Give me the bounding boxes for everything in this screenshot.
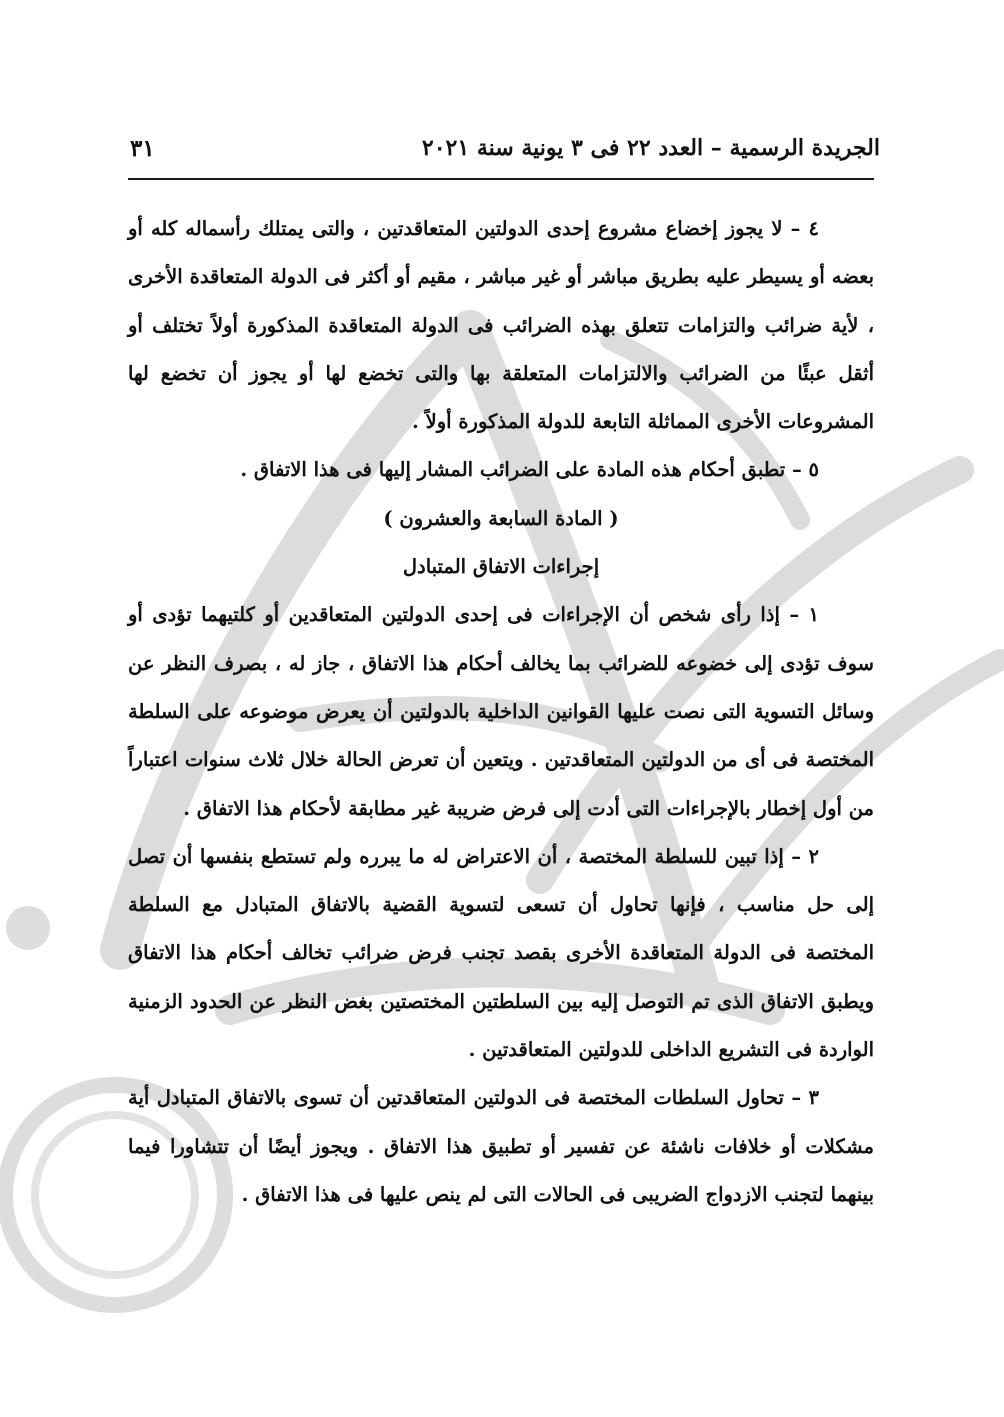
- clause-5: ٥ – تطبق أحكام هذه المادة على الضرائب المشار إليها فى هذا الاتفاق .: [240, 458, 819, 482]
- clause-1: ١ – إذا رأى شخص أن الإجراءات فى إحدى الدولتين المتعاقدين أو كلتيهما تؤدى أو سوف تؤدى إلى خضوعه للضرائب بما يخالف أحكام هذا الاتفاق ، جاز له ، بصرف النظر عن وسائل التسوية التى نصت عليها القوانين الداخلية بالدولتين أن يعرض موضوعه على السلطة المختصة فى أى من الدولتين المتعاقدتين . ويتعين أن تعرض الحالة خلال ثلاث سنوات اعتباراً من أول إخطار بالإجراءات التى أدت إلى فرض ضريبة غير مطابقة لأحكام هذا الاتفاق .: [128, 603, 874, 820]
- page-header: [130, 128, 880, 168]
- article-title: إجراءات الاتفاق المتبادل: [402, 555, 600, 579]
- clause-2: ٢ – إذا تبين للسلطة المختصة ، أن الاعتراض له ما يبرره ولم تستطع بنفسها أن تصل إلى حل مناسب ، فإنها تحاول أن تسعى لتسوية القضية بالاتفاق المتبادل مع السلطة المختصة فى الدولة المتعاقدة الأخرى بقصد تجنب فرض ضرائب تخالف أحكام هذا الاتفاق ويطبق الاتفاق الذى تم التوصل إليه بين السلطتين المختصتين بغض النظر عن الحدود الزمنية الواردة فى التشريع الداخلى للدولتين المتعاقدتين .: [128, 844, 874, 1062]
- article-heading: ( المادة السابعة والعشرون ): [383, 506, 619, 530]
- gazette-title: الجريدة الرسمية – العدد ٢٢ فى ٣ يونية سنة ٢٠٢١: [421, 135, 880, 161]
- clause-3: ٣ – تحاول السلطات المختصة فى الدولتين المتعاقدتين أن تسوى بالاتفاق المتبادل أية مشكلات أو خلافات ناشئة عن تفسير أو تطبيق هذا الاتفاق . ويجوز أيضًا أن تتشاورا فيما بينهما لتجنب الازدواج الضريبى فى الحالات التى لم ينص عليها فى هذا الاتفاق .: [128, 1086, 874, 1206]
- page-number: ٣١: [130, 134, 155, 162]
- clause-4: ٤ – لا يجوز إخضاع مشروع إحدى الدولتين المتعاقدتين ، والتى يمتلك رأسماله كله أو بعضه أو يسيطر عليه بطريق مباشر أو غير مباشر ، مقيم أو أكثر فى الدولة المتعاقدة الأخرى ، لأية ضرائب والتزامات تتعلق بهذه الضرائب فى الدولة المتعاقدة المذكورة أولاً تختلف أو أثقل عبئًا من الضرائب والالتزامات المتعلقة بها والتى تخضع لها أو يجوز أن تخضع لها المشروعات الأخرى المماثلة التابعة للدولة المذكورة أولاً .: [128, 217, 875, 434]
- header-divider: [128, 178, 874, 180]
- document-body: [128, 205, 874, 1219]
